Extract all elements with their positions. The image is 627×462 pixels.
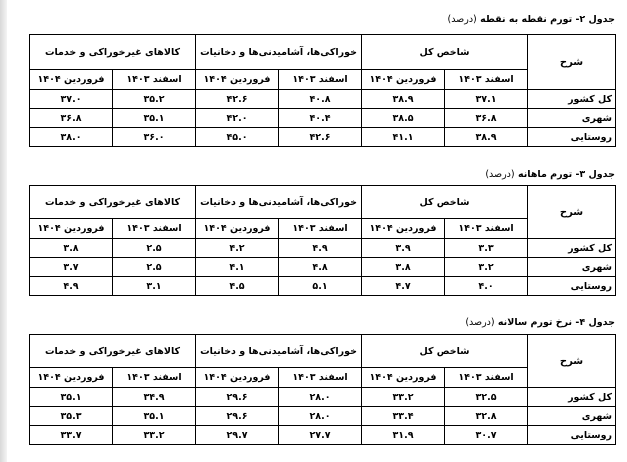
- cell-value: ۴۰.۴: [279, 109, 362, 128]
- header-group-nonfood: کالاهای غیرخوراکی و خدمات: [30, 35, 196, 70]
- cell-value: ۳.۱: [113, 277, 196, 296]
- table-row: [30, 258, 616, 277]
- subheader-farvardin: فروردین ۱۴۰۴: [30, 368, 113, 388]
- row-label: شهری: [528, 258, 616, 277]
- cell-value: ۳۵.۳: [30, 407, 113, 426]
- cell-value: ۲۹.۶: [196, 388, 279, 407]
- table-3-caption: جدول ۳- تورم ماهانه (درصد): [485, 169, 615, 180]
- header-group-food: خوراکی‌ها، آشامیدنی‌ها و دخانیات: [196, 335, 362, 368]
- cell-value: ۴.۹: [279, 239, 362, 258]
- cell-value: ۳۸.۰: [30, 128, 113, 147]
- row-label: کل کشور: [528, 239, 616, 258]
- subheader-farvardin: فروردین ۱۴۰۴: [362, 70, 445, 90]
- row-label: روستایی: [528, 128, 616, 147]
- cell-value: ۴.۹: [30, 277, 113, 296]
- cell-value: ۳۶.۰: [113, 128, 196, 147]
- table-row: [30, 407, 616, 426]
- table-2-caption: جدول ۲- تورم نقطه به نقطه (درصد): [447, 14, 615, 25]
- table-4-caption: جدول ۴- نرخ تورم سالانه (درصد): [465, 317, 615, 328]
- cell-value: ۳۱.۹: [362, 426, 445, 445]
- cell-value: ۲۹.۷: [196, 426, 279, 445]
- cell-value: ۴۲.۶: [196, 90, 279, 109]
- subheader-esfand: اسفند ۱۴۰۳: [279, 219, 362, 239]
- cell-value: ۳۳.۴: [362, 407, 445, 426]
- cell-value: ۴.۱: [196, 258, 279, 277]
- cell-value: ۴.۸: [279, 258, 362, 277]
- table-row: [30, 109, 616, 128]
- cell-value: ۳۸.۵: [362, 109, 445, 128]
- row-label: کل کشور: [528, 388, 616, 407]
- cell-value: ۳۳.۲: [113, 426, 196, 445]
- cell-value: ۳.۷: [30, 258, 113, 277]
- cell-value: ۳.۹: [362, 239, 445, 258]
- cell-value: ۴.۰: [445, 277, 528, 296]
- subheader-farvardin: فروردین ۱۴۰۴: [362, 219, 445, 239]
- cell-value: ۲۷.۷: [279, 426, 362, 445]
- cell-value: ۳.۳: [445, 239, 528, 258]
- cell-value: ۳۵.۱: [113, 407, 196, 426]
- row-label: شهری: [528, 407, 616, 426]
- cell-value: ۴۲.۰: [196, 109, 279, 128]
- table-4-annual-inflation: [29, 334, 616, 445]
- subheader-farvardin: فروردین ۱۴۰۴: [196, 368, 279, 388]
- table-row: [30, 128, 616, 147]
- cell-value: ۴.۵: [196, 277, 279, 296]
- cell-value: ۳.۸: [30, 239, 113, 258]
- header-sharh: شرح: [528, 186, 616, 239]
- header-group-nonfood: کالاهای غیرخوراکی و خدمات: [30, 335, 196, 368]
- page-edge-shadow: [0, 0, 7, 462]
- cell-value: ۳۸.۹: [362, 90, 445, 109]
- subheader-esfand: اسفند ۱۴۰۳: [113, 219, 196, 239]
- subheader-esfand: اسفند ۱۴۰۳: [113, 368, 196, 388]
- cell-value: ۳۶.۸: [445, 109, 528, 128]
- header-group-total-index: شاخص کل: [362, 186, 528, 219]
- cell-value: ۳۵.۲: [113, 90, 196, 109]
- cell-value: ۳۴.۹: [113, 388, 196, 407]
- cell-value: ۴۲.۶: [279, 128, 362, 147]
- cell-value: ۴۵.۰: [196, 128, 279, 147]
- table-3-monthly-inflation: [29, 185, 616, 296]
- cell-value: ۳۲.۸: [445, 407, 528, 426]
- row-label: شهری: [528, 109, 616, 128]
- header-group-food: خوراکی‌ها، آشامیدنی‌ها و دخانیات: [196, 35, 362, 70]
- row-label: کل کشور: [528, 90, 616, 109]
- cell-value: ۳۳.۲: [362, 388, 445, 407]
- cell-value: ۳۵.۱: [30, 388, 113, 407]
- cell-value: ۴۰.۸: [279, 90, 362, 109]
- row-label: روستایی: [528, 426, 616, 445]
- cell-value: ۲۸.۰: [279, 388, 362, 407]
- header-sharh: شرح: [528, 35, 616, 90]
- table-row: [30, 90, 616, 109]
- cell-value: ۴۱.۱: [362, 128, 445, 147]
- cell-value: ۳.۲: [445, 258, 528, 277]
- subheader-esfand: اسفند ۱۴۰۳: [113, 70, 196, 90]
- cell-value: ۲.۵: [113, 239, 196, 258]
- cell-value: ۳۳.۷: [30, 426, 113, 445]
- subheader-farvardin: فروردین ۱۴۰۴: [30, 219, 113, 239]
- subheader-farvardin: فروردین ۱۴۰۴: [196, 219, 279, 239]
- table-row: [30, 277, 616, 296]
- subheader-farvardin: فروردین ۱۴۰۴: [30, 70, 113, 90]
- cell-value: ۴.۲: [196, 239, 279, 258]
- subheader-esfand: اسفند ۱۴۰۳: [279, 70, 362, 90]
- subheader-farvardin: فروردین ۱۴۰۴: [196, 70, 279, 90]
- header-group-nonfood: کالاهای غیرخوراکی و خدمات: [30, 186, 196, 219]
- cell-value: ۲۸.۰: [279, 407, 362, 426]
- cell-value: ۵.۱: [279, 277, 362, 296]
- cell-value: ۴.۷: [362, 277, 445, 296]
- subheader-esfand: اسفند ۱۴۰۳: [445, 70, 528, 90]
- subheader-esfand: اسفند ۱۴۰۳: [279, 368, 362, 388]
- header-group-food: خوراکی‌ها، آشامیدنی‌ها و دخانیات: [196, 186, 362, 219]
- header-group-total-index: شاخص کل: [362, 335, 528, 368]
- cell-value: ۳۸.۹: [445, 128, 528, 147]
- cell-value: ۳۲.۵: [445, 388, 528, 407]
- header-group-total-index: شاخص کل: [362, 35, 528, 70]
- table-row: [30, 239, 616, 258]
- cell-value: ۳۵.۱: [113, 109, 196, 128]
- cell-value: ۳۷.۱: [445, 90, 528, 109]
- cell-value: ۳۶.۸: [30, 109, 113, 128]
- cell-value: ۲۹.۶: [196, 407, 279, 426]
- cell-value: ۳۷.۰: [30, 90, 113, 109]
- table-row: [30, 426, 616, 445]
- table-row: [30, 388, 616, 407]
- subheader-esfand: اسفند ۱۴۰۳: [445, 219, 528, 239]
- cell-value: ۳۰.۷: [445, 426, 528, 445]
- cell-value: ۳.۸: [362, 258, 445, 277]
- header-sharh: شرح: [528, 335, 616, 388]
- subheader-esfand: اسفند ۱۴۰۳: [445, 368, 528, 388]
- cell-value: ۲.۵: [113, 258, 196, 277]
- table-2-point-inflation: [29, 34, 616, 147]
- row-label: روستایی: [528, 277, 616, 296]
- subheader-farvardin: فروردین ۱۴۰۴: [362, 368, 445, 388]
